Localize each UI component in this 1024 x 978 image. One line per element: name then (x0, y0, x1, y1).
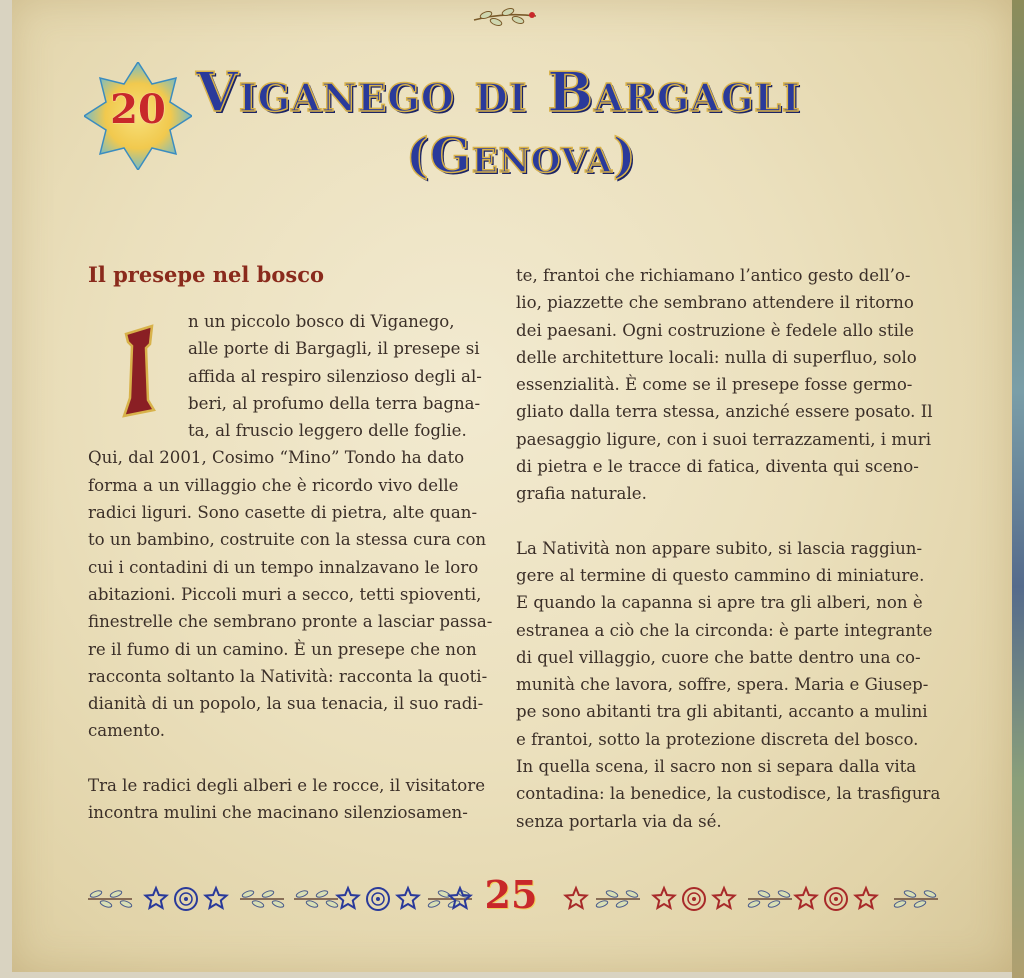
text-line: dei paesani. Ogni costruzione è fedele allo stile (516, 320, 915, 340)
text-line: to un bambino, costruite con la stessa cura con (88, 530, 487, 550)
text-line: munità che lavora, soffre, spera. Maria e Giusep- (516, 675, 929, 695)
chapter-number: 20 (110, 86, 166, 133)
text-line: affida al respiro silenzioso degli al- (188, 366, 482, 386)
page-subtitle: (Genova) (406, 128, 637, 184)
text-line: grafia naturale. (516, 484, 647, 504)
text-line: essenzialità. È come se il presepe fosse germo- (516, 375, 913, 395)
text-line: e frantoi, sotto la protezione discreta del bosco. (516, 729, 919, 749)
text-line: La Natività non appare subito, si lascia raggiun- (516, 538, 923, 558)
text-line: forma a un villaggio che è ricordo vivo delle (88, 475, 459, 495)
text-line: te, frantoi che richiamano l’antico gesto dell’o- (516, 266, 911, 285)
text-line: contadina: la benedice, la custodisce, la trasfigura (516, 784, 941, 804)
text-line: delle architetture locali: nulla di superfluo, solo (516, 347, 917, 367)
page-title: Viganego di Bargagli (196, 60, 801, 124)
text-line: Qui, dal 2001, Cosimo “Mino” Tondo ha dato (88, 448, 465, 468)
text-line: paesaggio ligure, con i suoi terrazzamenti, i muri (516, 429, 932, 449)
text-line: alle porte di Bargagli, il presepe si (188, 339, 480, 359)
page-edge-strip (1012, 0, 1024, 978)
text-line: re il fumo di un camino. È un presepe che non (88, 639, 477, 659)
text-line: abitazioni. Piccoli muri a secco, tetti spioventi, (88, 584, 482, 604)
text-column-left (88, 308, 508, 826)
text-line: estranea a ciò che la circonda: è parte integrante (516, 620, 933, 640)
section-heading: Il presepe nel bosco (88, 262, 324, 287)
text-line: Tra le radici degli alberi e le rocce, il visitatore (88, 775, 486, 795)
text-line: finestrelle che sembrano pronte a lasciar passa- (88, 612, 493, 632)
text-line (88, 745, 508, 772)
text-line: gere al termine di questo cammino di miniature. (516, 565, 925, 585)
text-line: In quella scena, il sacro non si separa dalla vita (516, 757, 917, 777)
text-line: cui i contadini di un tempo innalzavano le loro (88, 557, 479, 577)
page-number: 25 (484, 872, 538, 917)
text-line: beri, al profumo della terra bagna- (188, 393, 481, 413)
text-line: dianità di un popolo, la sua tenacia, il suo radi- (88, 694, 484, 714)
text-line: di quel villaggio, cuore che batte dentro una co- (516, 647, 921, 667)
text-line: camento. (88, 721, 166, 741)
text-line: gliato dalla terra stessa, anziché essere posato. Il (516, 402, 933, 422)
text-line: lio, piazzette che sembrano attendere il ritorno (516, 293, 914, 313)
text-line: n un piccolo bosco di Viganego, (188, 312, 455, 331)
text-line: senza portarla via da sé. (516, 811, 722, 831)
text-line: radici liguri. Sono casette di pietra, alte quan- (88, 503, 478, 523)
laurel-sprig-icon (470, 6, 540, 30)
text-line: E quando la capanna si apre tra gli alberi, non è (516, 593, 923, 613)
text-column-right (516, 262, 946, 835)
text-line: racconta soltanto la Natività: racconta la quoti- (88, 666, 488, 686)
text-line: di pietra e le tracce di fatica, diventa qui sceno- (516, 457, 919, 477)
text-line (516, 508, 946, 535)
text-line: ta, al fruscio leggero delle foglie. (188, 421, 467, 441)
text-line: pe sono abitanti tra gli abitanti, accanto a mulini (516, 702, 928, 722)
text-line: incontra mulini che macinano silenziosamen- (88, 803, 468, 823)
